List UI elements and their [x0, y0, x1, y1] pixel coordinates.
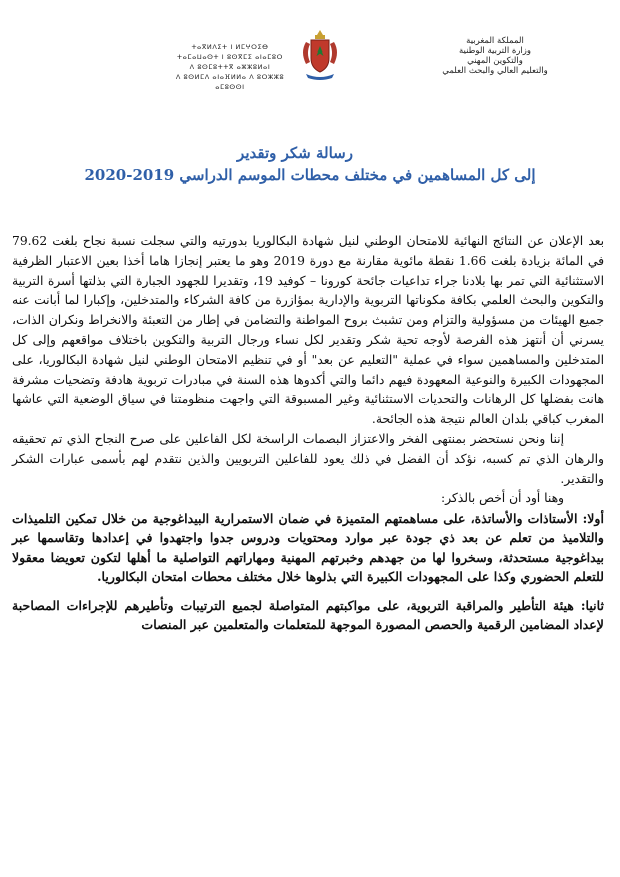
title-line-1: رسالة شكر وتقدير — [237, 144, 353, 162]
title-line-2: إلى كل المساهمين في مختلف محطات الموسم الدراسي 2019-2020 — [84, 166, 536, 184]
ministry-line-3: والتكوين المهني — [467, 56, 523, 66]
paragraph-intro: بعد الإعلان عن النتائج النهائية للامتحان الوطني لنيل شهادة البكالوريا بدورتيه والتي سجلت نسبة نجاح بلغت 79.62 في المائة بزيادة بلغت 1.66 نقطة مائوية مقارنة مع دورة 2019 وهو ما يعتبر إنجازا هاما أخذا بعين الاعتبار الظرفية الاستثنائية التي تمر بها بلادنا جراء تداعيات جائحة كورونا – كوفيد 19، وتقديرا للجهود الجبارة التي بذلتها أسرة التربية والتكوين والبحث العلمي بكافة مكوناتها التربوية والإدارية بمؤازرة من كافة الشركاء والمتدخلين، وإكبارا لما أبانت عنه جميع الهيئات من مسؤولية والتزام ومن تشبث بروح المواطنة والتضامن في إطار من التعبئة والانخراط ونكران الذات، يسرني أن أنتهز هذه الفرصة لأوجه تحية شكر وتقدير لكل نساء ورجال التربية والتكوين باختلاف مواقعهم وإلى كل المتدخلين والمساهمين سواء في عملية "التعليم عن بعد" أو في تنظيم الامتحان الوطني لنيل شهادة البكالوريا، على المجهودات الكبيرة والنوعية المعهودة فيهم دائما والتي أكدوها هذه السنة في مبادرات تربوية هادفة وتضحيات مشرفة هانت بفضلها كل الرهانات والتحديات الاستثنائية وغير المسبوقة التي واجهت منظومتنا في سياق الوضعية التي عاشها المغرب كباقي بلدان العالم نتيجة هذه الجائحة. — [12, 234, 604, 427]
tifinagh-line-2: ⵜⴰⵎⴰⵡⴰⵙⵜ ⵏ ⵓⵙⴳⵎⵉ ⴰⵏⴰⵎⵓⵔ — [177, 53, 283, 61]
list-item-inspectors: ثانيا: هيئة التأطير والمراقبة التربوية، على مواكبتهم المتواصلة لجميع الترتيبات وتأطيرهم للإجراءات المصاحبة لإعداد المضامين الرقمية والحصص المصورة الموجهة للمتعلمات والمتعلمين عبر المنصات — [12, 597, 604, 633]
tifinagh-line-4: ⴷ ⵓⵙⵍⵎⴷ ⴰⵏⴰⴼⵍⵍⴰ ⴷ ⵓⵔⵣⵣⵓ ⴰⵎⵓⵙⵙⵏ — [175, 73, 285, 91]
paragraph-mention: وهنا أود أن أخص بالذكر: — [440, 491, 564, 506]
ministry-name-tifinagh — [170, 42, 290, 92]
ministry-line-4: والتعليم العالي والبحث العلمي — [442, 66, 548, 76]
paragraph-pride: إننا ونحن نستحضر بمنتهى الفخر والاعتزاز البصمات الراسخة لكل الفاعلين على صرح النجاح الذي تم تحقيقه والرهان الذي تم كسبه، نؤكد أن الفضل في ذلك يعود للفاعلين التربويين والذين نتقدم لهم بأسمى عبارات الشكر والتقدير. — [12, 431, 604, 486]
ministry-line-2: وزارة التربية الوطنية — [458, 46, 532, 56]
ministry-line-1: المملكة المغربية — [466, 36, 524, 46]
list-item-teachers: أولا: الأستاذات والأساتذة، على مساهمتهم المتميزة في ضمان الاستمرارية البيداغوجية من خلال تمكين التلميذات والتلاميذ من تعلم عن بعد ذي جودة عبر موارد ومحتويات ودروس جدوا واجتهدوا في إعدادها وتقاسمها عبر بيداغوجية مستحدثة، وسخروا لها من جهدهم وخبرتهم المهنية ومهاراتهم التواصلية ما أهلها لتكون تعويضا معقولا للتعلم الحضوري وكذا على المجهودات الكبيرة التي بذلوها خلال مختلف محطات امتحان البكالوريا. — [12, 511, 604, 584]
letter-body — [12, 232, 604, 634]
tifinagh-line-3: ⴷ ⵓⵙⵎⵓⵜⵜⴳ ⴰⵣⵣⵓⵍⴰⵏ — [189, 63, 271, 71]
letterhead — [0, 18, 620, 91]
moroccan-coat-of-arms-icon — [298, 28, 342, 84]
ministry-name-arabic — [400, 36, 590, 76]
letter-title — [30, 142, 590, 186]
tifinagh-line-1: ⵜⴰⴳⵍⴷⵉⵜ ⵏ ⵍⵎⵖⵔⵉⴱ — [191, 43, 269, 51]
